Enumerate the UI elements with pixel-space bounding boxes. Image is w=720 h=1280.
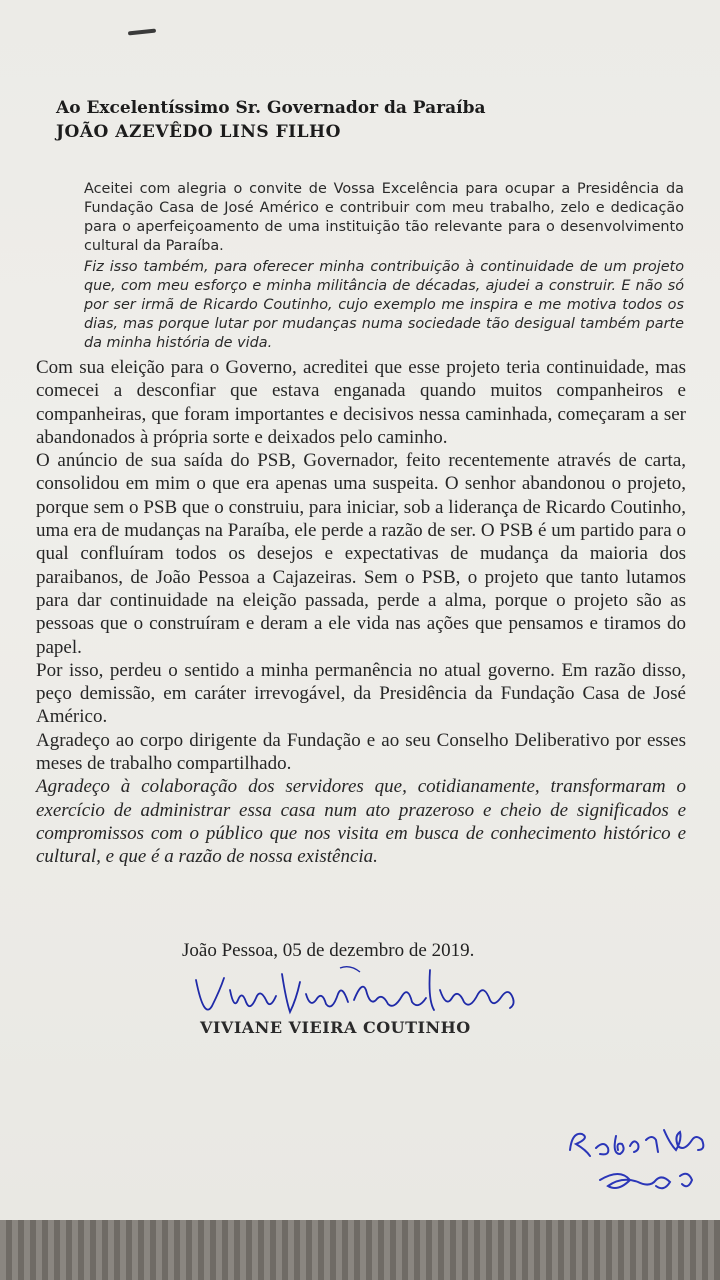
intro-paragraph-2: Fiz isso também, para oferecer minha contribuição à continuidade de um projeto que, com meu esforço e minha militância de décadas, ajudei a construir. E não só por ser irmã de Ricardo Coutinho, cujo exemplo me inspira e me motiva todos os dias, mas porque lutar por mudanças numa sociedade tão desigual também parte da minha história de vida. — [84, 259, 684, 351]
intro-section — [84, 180, 684, 355]
body-paragraph-2: O anúncio de sua saída do PSB, Governador, feito recentemente através de carta, consolidou em mim o que era apenas uma suspeita. O senhor abandonou o projeto, porque sem o PSB que o construiu, para iniciar, sob a liderança de Ricardo Coutinho, uma era de mudanças na Paraíba, ele perde a razão de ser. O PSB é um partido para o qual confluíram todos os desejos e expectativas de mudança da maioria dos paraibanos, de João Pessoa a Cajazeiras. Sem o PSB, o projeto que tanto lutamos para dar continuidade na eleição passada, perde a alma, porque o projeto são as pessoas que o construíram e deram a ele vida nas ações que pensamos e tiramos do papel. — [36, 450, 686, 658]
body-paragraph-3: Por isso, perdeu o sentido a minha permanência no atual governo. Em razão disso, peço demissão, em caráter irrevogável, da Presidência da Fundação Casa de José Américo. — [36, 659, 686, 728]
signatory-name: VIVIANE VIEIRA COUTINHO — [200, 1018, 471, 1037]
body-paragraph-1: Com sua eleição para o Governo, acreditei que esse projeto teria continuidade, mas comecei a desconfiar que estava enganada quando muitos companheiros e companheiras, que foram importantes e decisivos nessa caminhada, começaram a ser abandonados à própria sorte e deixados pelo caminho. — [36, 357, 686, 448]
addressee-name: JOÃO AZEVÊDO LINS FILHO — [56, 122, 341, 142]
intro-paragraph-1: Aceitei com alegria o convite de Vossa Excelência para ocupar a Presidência da Fundação Casa de José Américo e contribuir com meu trabalho, zelo e dedicação para o aperfeiçoamento de uma instituição tão relevante para o desenvolvimento cultural da Paraíba. — [84, 181, 684, 254]
addressee-title: Ao Excelentíssimo Sr. Governador da Paraíba — [56, 98, 486, 118]
letter-date: João Pessoa, 05 de dezembro de 2019. — [182, 940, 475, 961]
body-paragraph-4: Agradeço ao corpo dirigente da Fundação e ao seu Conselho Deliberativo por esses meses de trabalho compartilhado. — [36, 729, 686, 775]
received-handwritten-note — [560, 1110, 720, 1220]
body-paragraph-5: Agradeço à colaboração dos servidores que, cotidianamente, transformaram o exercício de administrar essa casa num ato prazeroso e cheio de significados e compromissos com o público que nos visita em busca de conhecimento histórico e cultural, e que é a razão de nossa existência. — [36, 776, 686, 868]
letter-body — [36, 356, 686, 869]
table-surface — [0, 1220, 720, 1280]
